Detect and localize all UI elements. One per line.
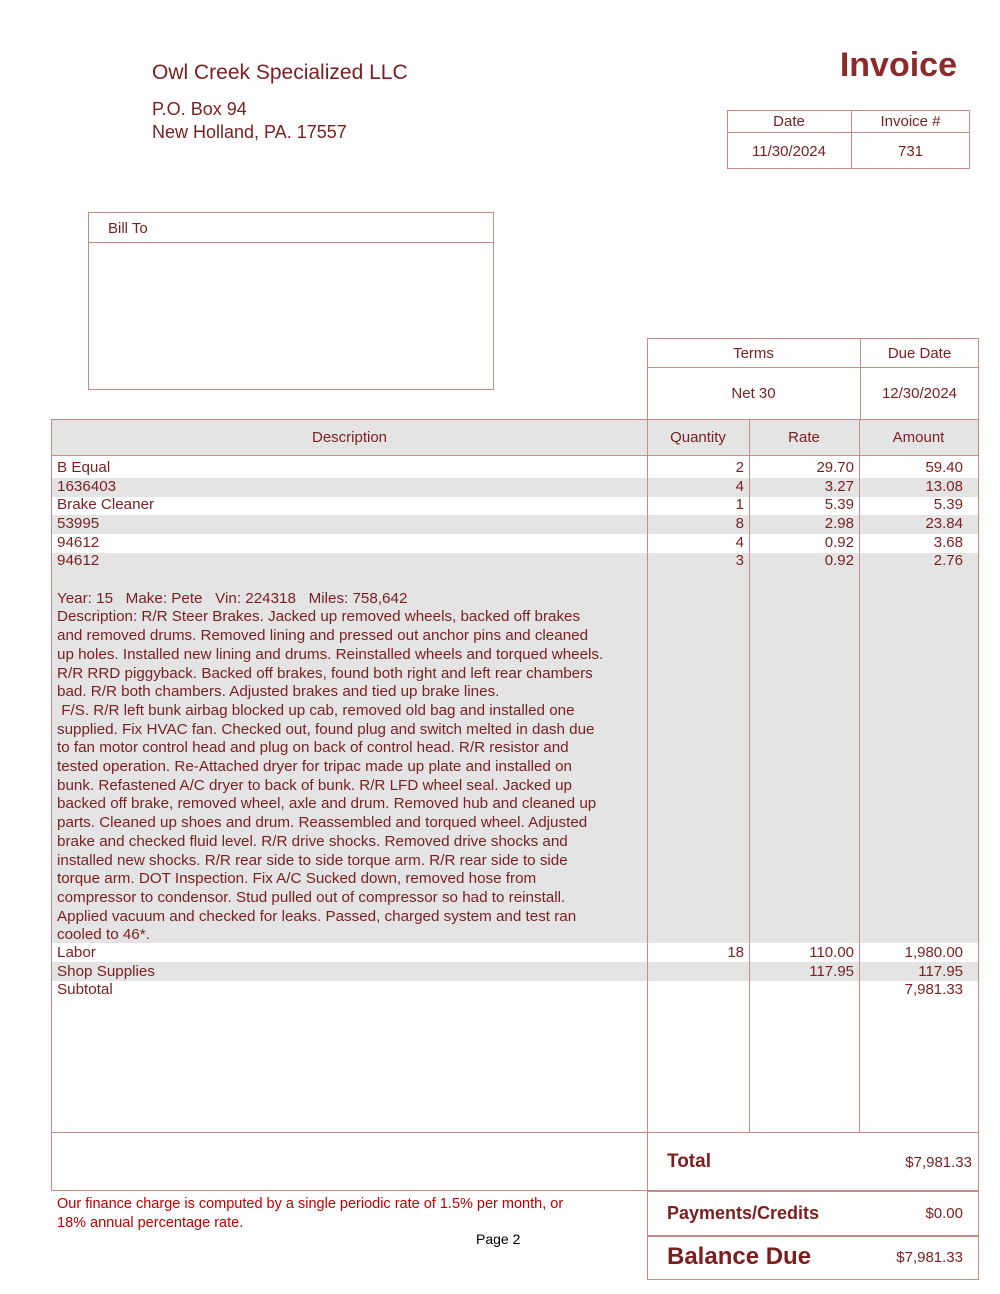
item-amount: 13.08 [925,477,963,495]
table-row [0,459,1000,478]
item-amount: 5.39 [933,496,963,514]
column-description: Description [311,429,388,446]
item-description: B Equal [57,459,111,476]
address-line-2: New Holland, PA. 17557 [152,122,347,142]
item-description: Brake Cleaner [57,496,155,514]
item-rate: 29.70 [816,459,854,476]
balance-due-value: $7,981.33 [896,1249,963,1266]
invoice-number: 731 [897,143,924,160]
terms-label: Terms [733,345,774,362]
invoice-number-label: Invoice # [880,113,941,130]
item-quantity: 4 [735,533,744,551]
line-items [0,459,1000,571]
item-quantity: 1 [735,496,744,514]
date-label: Date [773,113,805,130]
bill-to-box [88,212,494,390]
item-amount: 2.76 [933,552,963,570]
terms-value: Net 30 [731,385,776,402]
invoice-title: Invoice [839,46,957,84]
total-value: $7,981.33 [905,1154,972,1171]
item-rate: 0.92 [824,552,854,570]
item-quantity: 4 [735,477,744,495]
item-rate: 0.92 [824,533,854,551]
column-quantity: Quantity [670,429,726,446]
bill-to-label: Bill To [108,220,148,237]
column-amount: Amount [892,429,945,446]
item-description: 94612 [57,552,100,570]
item-rate: 2.98 [824,515,854,533]
item-description: 1636403 [57,477,117,495]
item-quantity: 8 [735,515,744,533]
item-amount: 59.40 [925,459,963,476]
supplies-rate: 117.95 [809,962,854,980]
supplies-description: Shop Supplies [57,962,155,980]
labor-rate: 110.00 [809,944,854,961]
finance-charge-note: Our finance charge is computed by a single periodic rate of 1.5% per month, or 18% annual percentage rate. [57,1196,564,1231]
item-description: 53995 [57,515,100,533]
table-row [0,534,1000,553]
table-row [0,515,1000,534]
subtotal-amount: 7,981.33 [904,981,963,999]
table-row [0,478,1000,497]
labor-quantity: 18 [727,944,744,961]
table-row [0,496,1000,515]
table-row [0,552,1000,571]
payments-value: $0.00 [925,1205,963,1222]
item-rate: 3.27 [824,477,854,495]
labor-description: Labor [57,944,96,961]
item-amount: 23.84 [925,515,963,533]
work-description: Year: 15 Make: Pete Vin: 224318 Miles: 758,642 Description: R/R Steer Brakes. Jacked up removed wheels, backed off brakes and removed drums. Removed lining and pressed out anchor pins and cleaned up holes. Installed new lining and drums. Reinstalled wheels and torqued wheels. R/R RRD piggyback. Backed off brakes, found both right and left rear chambers bad. R/R both chambers. Adjusted brakes and tied up brake lines. F/S. R/R left bunk airbag blocked up cab, removed old bag and installed one supplied. Fix HVAC fan. Checked out, found plug and switch melted in dash due to fan motor control head and plug on back of control head. R/R resistor and tested operation. Re-Attached dryer for tripac made up plate and installed on bunk. Refastened A/C dryer to back of bunk. R/R LFD wheel seal. Jacked up backed off brake, removed wheel, axle and drum. Removed hub and cleaned up parts. Cleaned up shoes and drum. Reassembled and torqued wheel. Adjusted brake and checked fluid level. R/R drive shocks. Removed drive shocks and installed new shocks. R/R rear side to side torque arm. R/R rear side to side torque arm. DOT Inspection. Fix A/C Sucked down, removed hose from compressor to condensor. Stud pulled out of compressor so had to reinstall. Applied vacuum and checked for leaks. Passed, charged system and test ran cooled to 46*. [57,589,604,944]
company-name: Owl Creek Specialized LLC [152,61,408,84]
due-date-value: 12/30/2024 [881,385,958,402]
item-amount: 3.68 [933,533,963,551]
item-rate: 5.39 [824,496,854,514]
column-rate: Rate [788,429,820,446]
balance-due-label: Balance Due [667,1243,812,1270]
total-label: Total [667,1151,711,1172]
due-date-label: Due Date [887,345,952,362]
invoice-date: 11/30/2024 [752,143,826,160]
item-quantity: 3 [735,552,744,570]
payments-label: Payments/Credits [667,1203,820,1223]
item-quantity: 2 [735,459,744,476]
supplies-amount: 117.95 [918,962,963,980]
address-line-1: P.O. Box 94 [152,99,247,119]
page-number: Page 2 [476,1231,521,1247]
labor-amount: 1,980.00 [904,944,963,961]
subtotal-label: Subtotal [57,981,113,999]
item-description: 94612 [57,533,100,551]
